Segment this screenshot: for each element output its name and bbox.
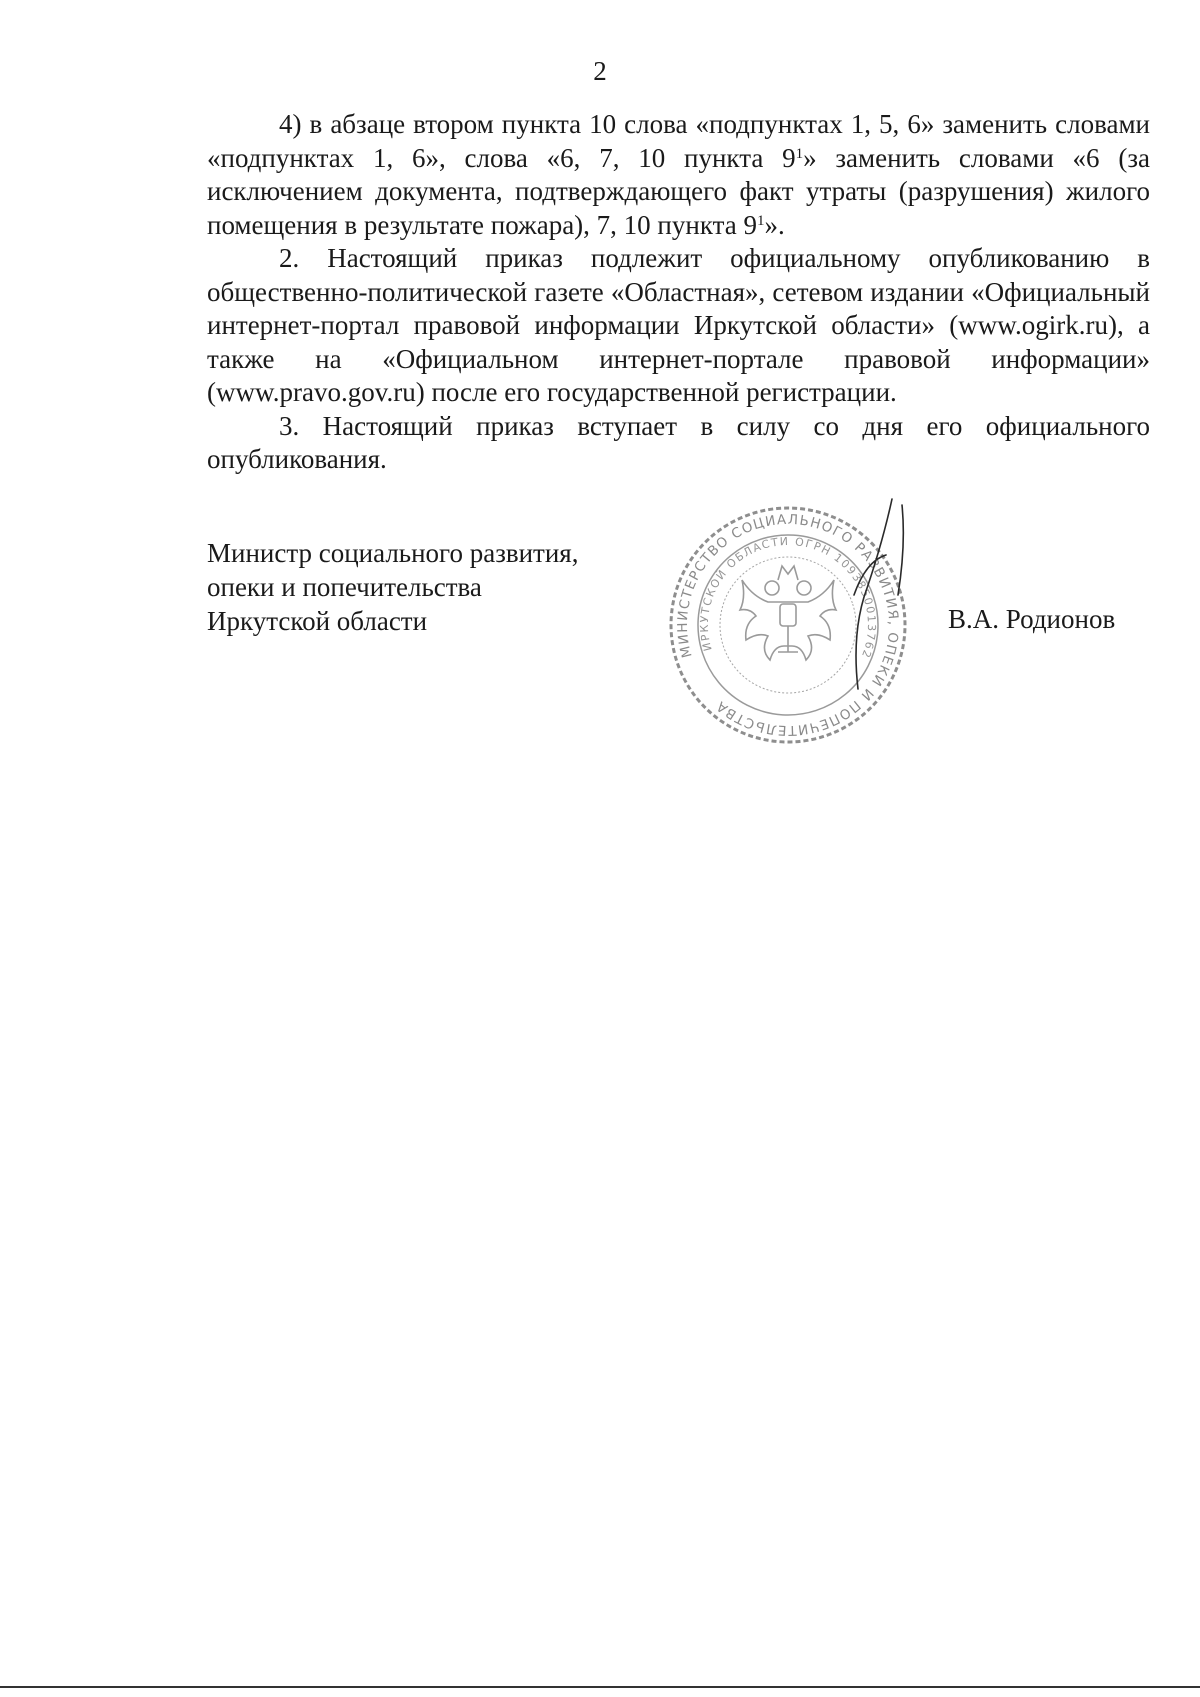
signer-position-line: Министр социального развития, (207, 538, 579, 568)
footer-rule (0, 1686, 1200, 1688)
document-body (207, 108, 1150, 477)
superscript-index: 1 (756, 212, 765, 229)
signer-position (207, 536, 578, 638)
paragraph-item-3: 3. Настоящий приказ вступает в силу со дня его официального опубликования. (207, 410, 1150, 474)
signer-name: В.А. Родионов (948, 604, 1116, 634)
signer-position-line: Иркутской области (207, 606, 428, 636)
paragraph-text: ». (764, 209, 785, 240)
paragraph-text: » заменить словами «6 (за исключением документа, подтверждающего факт утраты (разрушения) жилого помещения в результате пожара), 7, 10 пункта 9 (207, 142, 1150, 240)
paragraph-item-2: 2. Настоящий приказ подлежит официальному опубликованию в общественно-политической газете «Областная», сетевом издании «Официальный интернет-портал правовой информации Иркутской области» (www.ogirk.ru), а также на «Официальном интернет-портале правовой информации» (www.pravo.gov.ru) после его государственной регистрации. (207, 243, 1150, 407)
seal-outer-text: МИНИСТЕРСТВО СОЦИАЛЬНОГО РАЗВИТИЯ, ОПЕКИ И ПОПЕЧИТЕЛЬСТВА (674, 511, 902, 739)
handwritten-signature (840, 495, 920, 705)
paragraph-item-4 (207, 108, 1150, 242)
page-number: 2 (593, 56, 607, 86)
seal-inner-text: ИРКУТСКОЙ ОБЛАСТИ ОГРН 1093850013762 (697, 534, 879, 661)
superscript-index: 1 (795, 145, 804, 162)
signer-position-line: опеки и попечительства (207, 572, 482, 602)
paragraph-text: 4) в абзаце втором пункта 10 слова «подпунктах 1, 5, 6» заменить словами «подпунктах 1, 6», слова «6, 7, 10 пункта 9 (207, 109, 1150, 173)
double-headed-eagle-emblem (740, 566, 836, 660)
